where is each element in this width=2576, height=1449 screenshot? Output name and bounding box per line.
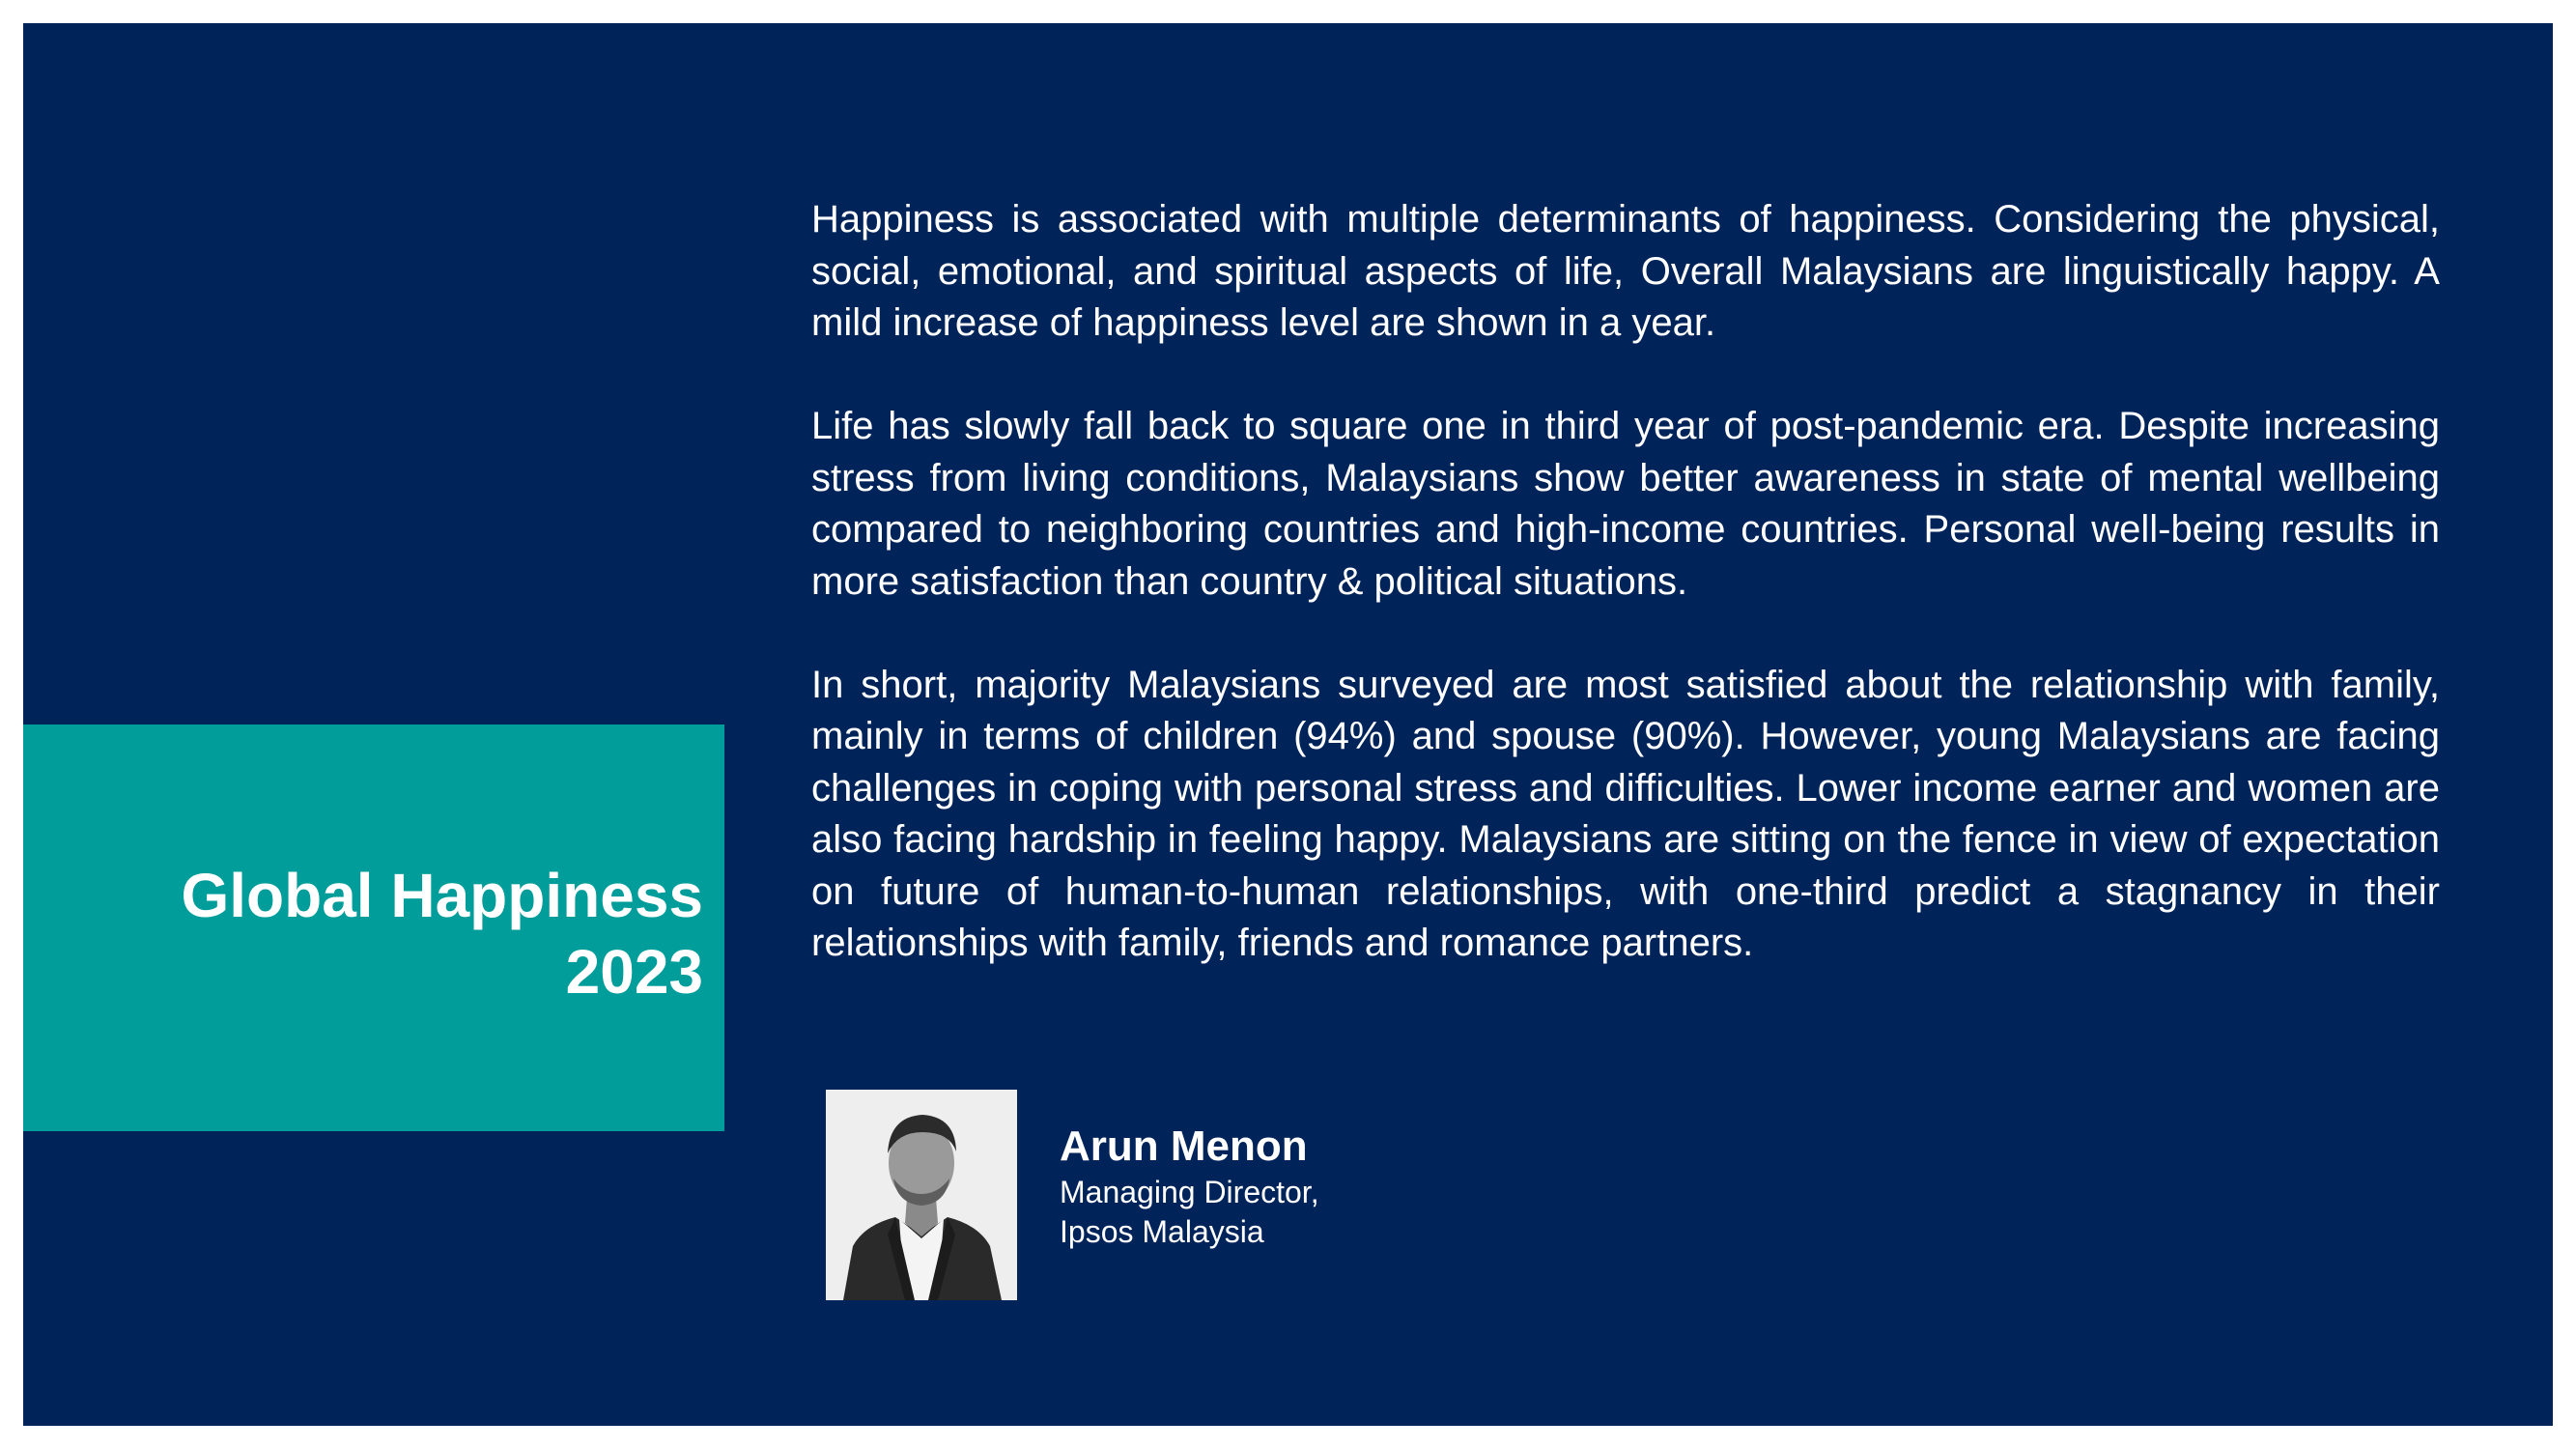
body-text [811, 194, 2440, 1021]
title-line-1: Global Happiness [181, 861, 703, 930]
title-line-2: 2023 [565, 937, 703, 1007]
author-info [1060, 1121, 1319, 1252]
paragraph-2: Life has slowly fall back to square one in third year of post-pandemic era. Despite increasing stress from living conditions, Malaysians show better awareness in state of mental wellbeing compared to neighboring countries and high-income countries. Personal well-being results in more satisfaction than country & political situations. [811, 405, 2440, 603]
author-name: Arun Menon [1060, 1122, 1308, 1170]
author-photo [826, 1090, 1017, 1300]
portrait-icon [826, 1090, 1017, 1300]
title-block [23, 724, 724, 1131]
author-organization: Ipsos Malaysia [1060, 1214, 1264, 1249]
page-title [181, 858, 703, 1010]
author-role: Managing Director, [1060, 1175, 1319, 1209]
slide [23, 23, 2553, 1426]
author-block [826, 1090, 1405, 1302]
paragraph-1: Happiness is associated with multiple determinants of happiness. Considering the physical, social, emotional, and spiritual aspects of life, Overall Malaysians are linguistically happy. A mild increase of happiness level are shown in a year. [811, 198, 2440, 344]
paragraph-3: In short, majority Malaysians surveyed are most satisfied about the relationship with family, mainly in terms of children (94%) and spouse (90%). However, young Malaysians are facing challenges in coping with personal stress and difficulties. Lower income earner and women are also facing hardship in feeling happy. Malaysians are sitting on the fence in view of expectation on future of human-to-human relationships, with one-third predict a stagnancy in their relationships with family, friends and romance partners. [811, 663, 2440, 964]
